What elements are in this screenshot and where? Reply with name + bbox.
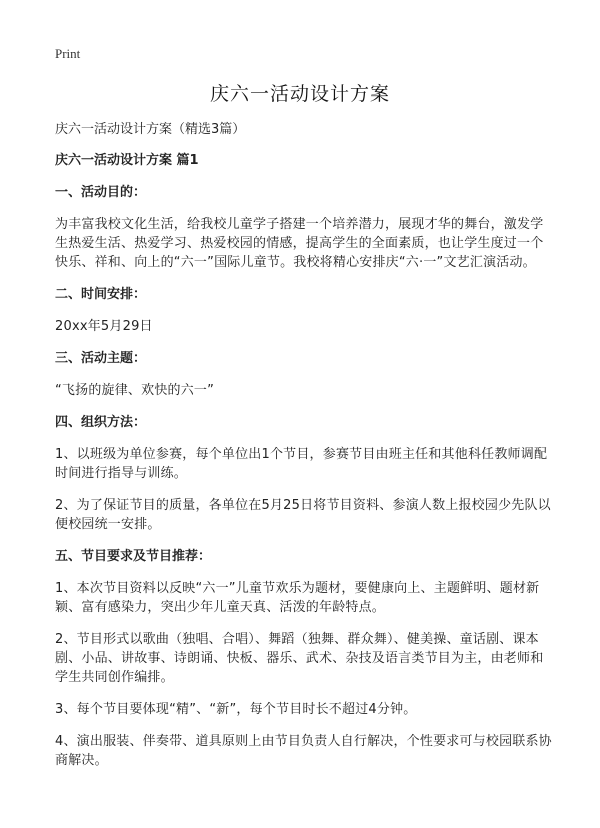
- paragraph-requirement-4: 4、演出服装、伴奏带、道具原则上由节目负责人自行解决，个性要求可与校园联系协商解决。: [55, 734, 552, 768]
- print-label: Print: [55, 46, 81, 61]
- document-subtitle: 庆六一活动设计方案（精选3篇）: [55, 122, 246, 137]
- document-body: [55, 120, 553, 770]
- paragraph-requirement-3: 3、每个节目要体现“精”、“新”，每个节目时长不超过4分钟。: [55, 702, 417, 717]
- heading-time-schedule: 二、时间安排：: [55, 287, 147, 302]
- heading-organization-method: 四、组织方法：: [55, 415, 147, 430]
- paragraph-organization-1: 1、以班级为单位参赛，每个单位出1个节目，参赛节目由班主任和其他科任教师调配时间进行指导与训练。: [55, 447, 548, 481]
- paragraph-requirement-1: 1、本次节目资料以反映“六一”儿童节欢乐为题材，要健康向上、主题鲜明、题材新颖、富有感染力，突出少年儿童天真、活泼的年龄特点。: [55, 581, 540, 615]
- paragraph-activity-purpose: 为丰富我校文化生活，给我校儿童学子搭建一个培养潜力，展现才华的舞台，激发学生热爱生活、热爱学习、热爱校园的情感，提高学生的全面素质，也让学生度过一个快乐、祥和、向上的“六一”国际儿童节。我校将精心安排庆“六·一”文艺汇演活动。: [55, 217, 544, 270]
- document-title: 庆六一活动设计方案: [209, 83, 390, 105]
- paragraph-organization-2: 2、为了保证节目的质量，各单位在5月25日将节目资料、参演人数上报校园少先队以便校园统一安排。: [55, 498, 551, 532]
- heading-activity-purpose: 一、活动目的：: [55, 185, 147, 200]
- paragraph-requirement-2: 2、节目形式以歌曲（独唱、合唱）、舞蹈（独舞、群众舞）、健美操、童话剧、课本剧、小品、讲故事、诗朗诵、快板、器乐、武术、杂技及语言类节目为主，由老师和学生共同创作编排。: [55, 632, 544, 685]
- heading-program-requirements: 五、节目要求及节目推荐：: [55, 549, 212, 564]
- paragraph-theme: “飞扬的旋律、欢快的六一”: [55, 383, 215, 398]
- paragraph-date: 20xx年5月29日: [55, 319, 153, 334]
- heading-activity-theme: 三、活动主题：: [55, 351, 147, 366]
- section-title: 庆六一活动设计方案 篇1: [55, 153, 199, 168]
